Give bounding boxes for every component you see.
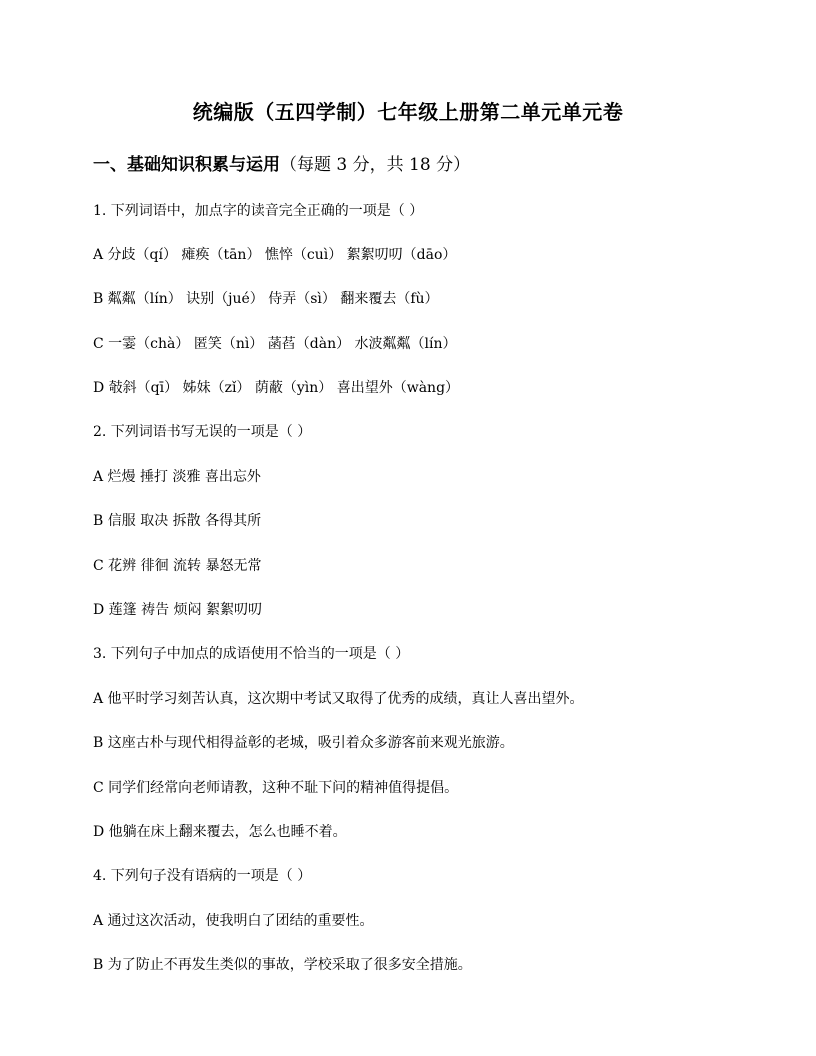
question-3-option-b: B 这座古朴与现代相得益彰的老城，吸引着众多游客前来观光旅游。 xyxy=(93,735,514,751)
question-4-stem: 4. 下列句子没有语病的一项是（ ） xyxy=(93,868,312,884)
question-1-option-b: B 粼粼（lín） 诀别（jué） 侍弄（sì） 翻来覆去（fù） xyxy=(93,291,439,307)
section-heading-note: （每题 3 分，共 18 分） xyxy=(280,155,471,175)
question-4-option-b: B 为了防止不再发生类似的事故，学校采取了很多安全措施。 xyxy=(93,957,472,973)
question-1-stem: 1. 下列词语中，加点字的读音完全正确的一项是（ ） xyxy=(93,203,424,219)
section-heading xyxy=(93,150,470,175)
question-3-option-c: C 同学们经常向老师请教，这种不耻下问的精神值得提倡。 xyxy=(93,780,459,796)
question-2-option-a: A 烂熳 捶打 淡雅 喜出忘外 xyxy=(93,469,261,485)
question-3-option-a: A 他平时学习刻苦认真，这次期中考试又取得了优秀的成绩，真让人喜出望外。 xyxy=(93,691,584,707)
document-title: 统编版（五四学制）七年级上册第二单元单元卷 xyxy=(192,100,624,124)
question-2-option-b: B 信服 取决 拆散 各得其所 xyxy=(93,513,262,529)
section-heading-title: 一、基础知识积累与运用 xyxy=(93,155,280,175)
question-4-option-a: A 通过这次活动，使我明白了团结的重要性。 xyxy=(93,913,374,929)
question-1-option-a: A 分歧（qí） 瘫痪（tān） 憔悴（cuì） 絮絮叨叨（dāo） xyxy=(93,247,457,263)
question-1-option-d: D 攲斜（qī） 姊妹（zǐ） 荫蔽（yìn） 喜出望外（wàng） xyxy=(93,380,460,396)
question-1-option-c: C 一霎（chà） 匿笑（nì） 菡萏（dàn） 水波粼粼（lín） xyxy=(93,336,457,352)
question-2-option-c: C 花辨 徘徊 流转 暴怒无常 xyxy=(93,558,262,574)
question-2-option-d: D 莲篷 祷告 烦闷 絮絮叨叨 xyxy=(93,602,263,618)
question-3-option-d: D 他躺在床上翻来覆去，怎么也睡不着。 xyxy=(93,824,347,840)
question-2-stem: 2. 下列词语书写无误的一项是（ ） xyxy=(93,424,312,440)
question-3-stem: 3. 下列句子中加点的成语使用不恰当的一项是（ ） xyxy=(93,646,410,662)
